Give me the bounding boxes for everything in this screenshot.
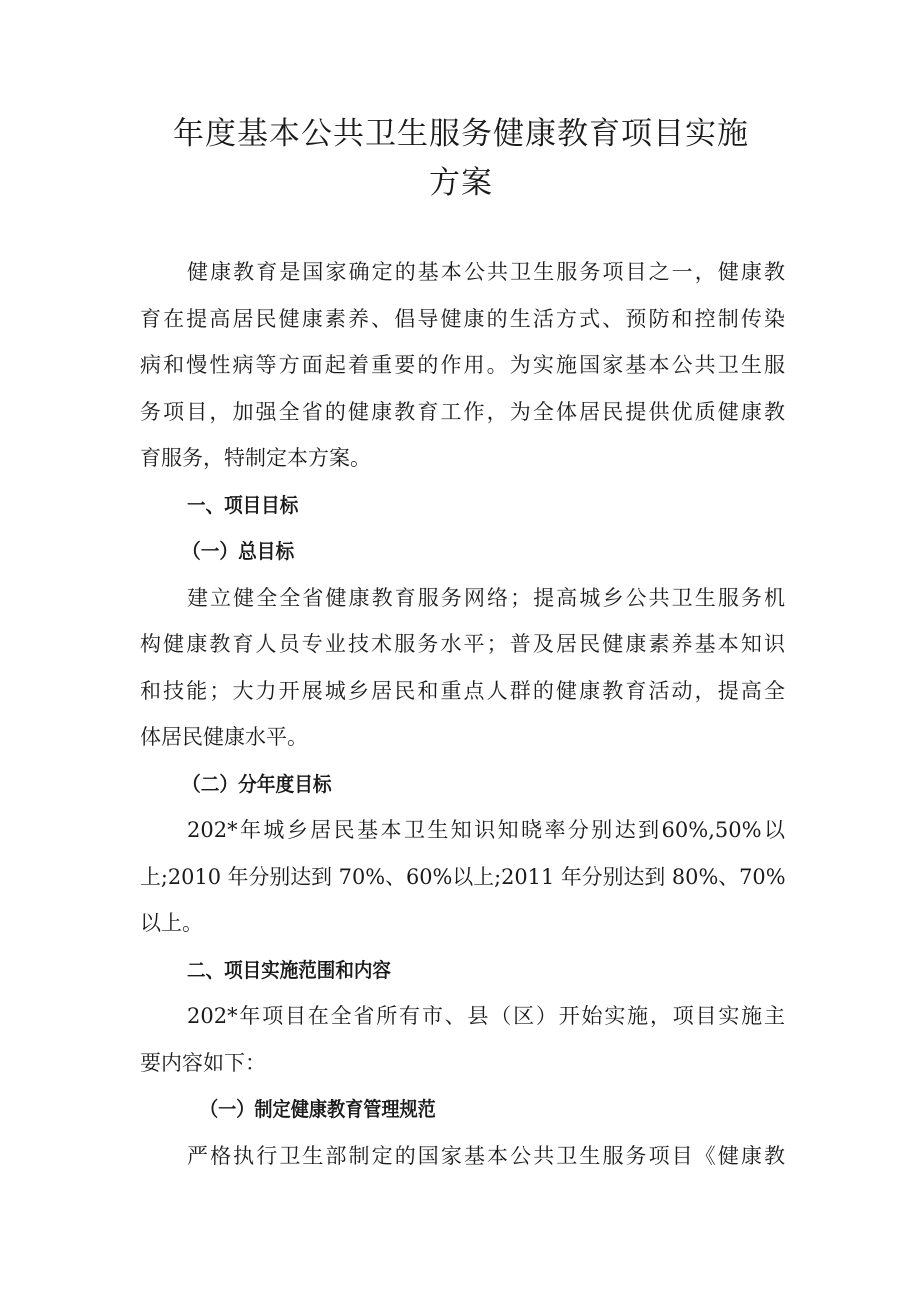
intro-line: 病和慢性病等方面起着重要的作用。为实施国家基本公共卫生服 <box>140 353 785 377</box>
intro-line: 育服务，特制定本方案。 <box>140 446 371 470</box>
section-1-subsection-1-line: 体居民健康水平。 <box>140 725 308 749</box>
intro-line: 务项目，加强全省的健康教育工作，为全体居民提供优质健康教 <box>140 400 785 424</box>
section-1-subsection-2-line: 上;2010 年分别达到 70%、60%以上;2011 年分别达到 80%、70% <box>140 865 786 889</box>
document-title-line-2: 方案 <box>429 165 493 201</box>
section-2-body-line: 202*年项目在全省所有市、县（区）开始实施，项目实施主 <box>187 1004 785 1028</box>
section-2-body-line: 要内容如下： <box>140 1051 266 1075</box>
section-1-subsection-1-line: 和技能；大力开展城乡居民和重点人群的健康教育活动，提高全 <box>140 679 785 703</box>
section-1-subsection-1-line: 建立健全全省健康教育服务网络；提高城乡公共卫生服务机 <box>187 586 785 610</box>
section-1-subsection-2-heading: （二）分年度目标 <box>182 772 332 796</box>
intro-line: 健康教育是国家确定的基本公共卫生服务项目之一，健康教 <box>187 260 785 284</box>
section-1-subsection-2-line: 以上。 <box>140 911 203 935</box>
section-1-subsection-1-heading: （一）总目标 <box>182 539 295 563</box>
document-title-line-1: 年度基本公共卫生服务健康教育项目实施 <box>173 116 749 152</box>
section-2-heading: 二、项目实施范围和内容 <box>187 958 391 982</box>
section-1-subsection-1-line: 构健康教育人员专业技术服务水平；普及居民健康素养基本知识 <box>140 632 785 656</box>
section-2-subsection-1-heading: （一）制定健康教育管理规范 <box>200 1097 436 1121</box>
section-1-heading: 一、项目目标 <box>187 493 299 517</box>
intro-line: 育在提高居民健康素养、倡导健康的生活方式、预防和控制传染 <box>140 307 785 331</box>
section-1-subsection-2-line: 202*年城乡居民基本卫生知识知晓率分别达到60%,50%以 <box>187 818 785 842</box>
section-2-subsection-1-line: 严格执行卫生部制定的国家基本公共卫生服务项目《健康教 <box>187 1144 785 1168</box>
